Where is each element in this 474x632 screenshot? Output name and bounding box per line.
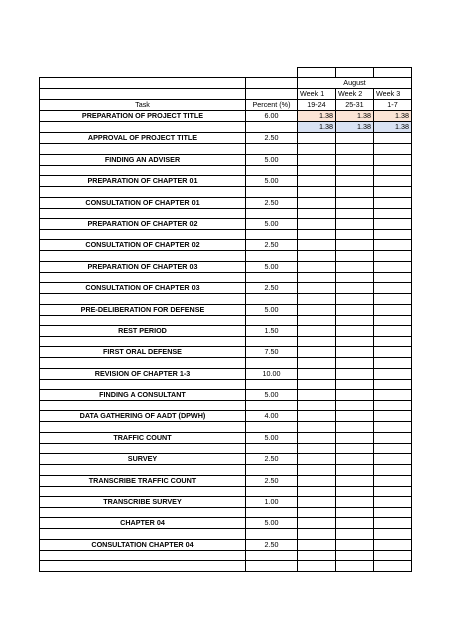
empty-cell[interactable]	[246, 122, 298, 133]
week-3-planned-cell[interactable]	[374, 518, 412, 529]
task-percent-cell[interactable]: 5.00	[246, 261, 298, 272]
header-cell[interactable]	[336, 68, 374, 78]
week-3-actual-cell[interactable]	[374, 272, 412, 282]
week-1-planned-cell[interactable]	[298, 283, 336, 294]
empty-cell[interactable]	[40, 465, 246, 475]
week-3-actual-cell[interactable]	[374, 401, 412, 411]
week-2-actual-cell[interactable]	[336, 401, 374, 411]
week-1-actual-cell[interactable]	[298, 272, 336, 282]
header-cell[interactable]	[40, 89, 246, 100]
task-row	[40, 411, 412, 422]
task-row	[40, 432, 412, 443]
week-1-actual-cell[interactable]	[298, 401, 336, 411]
task-name-cell[interactable]: CONSULTATION OF CHAPTER 03	[40, 283, 246, 294]
empty-cell[interactable]	[246, 336, 298, 346]
task-detail-row	[40, 229, 412, 239]
task-row	[40, 283, 412, 294]
header-cell[interactable]	[298, 68, 336, 78]
week-2-range[interactable]: 25-31	[336, 100, 374, 111]
task-detail-row	[40, 422, 412, 432]
empty-cell[interactable]	[40, 251, 246, 261]
week-2-planned-cell[interactable]	[336, 539, 374, 550]
header-cell[interactable]	[40, 78, 246, 89]
task-name-cell[interactable]: TRANSCRIBE SURVEY	[40, 497, 246, 508]
week-3-actual-cell[interactable]	[374, 294, 412, 304]
empty-cell[interactable]	[246, 208, 298, 218]
week-3-actual-cell[interactable]: 1.38	[374, 122, 412, 133]
week-1-planned-cell[interactable]	[298, 325, 336, 336]
task-row	[40, 240, 412, 251]
week-1-planned-cell[interactable]	[298, 218, 336, 229]
week-1-actual-cell[interactable]	[298, 486, 336, 496]
task-detail-row	[40, 251, 412, 261]
week-1-planned-cell[interactable]	[298, 497, 336, 508]
task-row	[40, 176, 412, 187]
month-header[interactable]: August	[298, 78, 412, 89]
week-1-planned-cell[interactable]	[298, 368, 336, 379]
task-name-cell[interactable]: CONSULTATION OF CHAPTER 01	[40, 197, 246, 208]
week-3-planned-cell[interactable]	[374, 368, 412, 379]
week-2-planned-cell[interactable]	[336, 218, 374, 229]
week-2-header[interactable]: Week 2	[336, 89, 374, 100]
task-percent-cell[interactable]: 5.00	[246, 154, 298, 165]
week-3-actual-cell[interactable]	[374, 336, 412, 346]
empty-cell[interactable]	[40, 358, 246, 368]
blank-row	[40, 561, 412, 571]
task-percent-cell[interactable]: 2.50	[246, 475, 298, 486]
empty-cell[interactable]	[40, 550, 246, 560]
task-name-cell[interactable]: FIRST ORAL DEFENSE	[40, 347, 246, 358]
task-detail-row	[40, 272, 412, 282]
week-3-actual-cell[interactable]	[374, 550, 412, 560]
empty-cell[interactable]	[246, 187, 298, 197]
week-1-actual-cell[interactable]	[298, 422, 336, 432]
week-3-actual-cell[interactable]	[374, 422, 412, 432]
empty-cell[interactable]	[40, 208, 246, 218]
week-2-actual-cell[interactable]: 1.38	[336, 122, 374, 133]
empty-cell[interactable]	[336, 561, 374, 571]
week-2-planned-cell[interactable]	[336, 261, 374, 272]
week-3-planned-cell[interactable]	[374, 133, 412, 144]
week-1-planned-cell[interactable]	[298, 347, 336, 358]
task-percent-cell[interactable]: 5.00	[246, 304, 298, 315]
week-1-actual-cell[interactable]	[298, 144, 336, 154]
header-cell[interactable]	[246, 89, 298, 100]
task-detail-row	[40, 465, 412, 475]
week-1-actual-cell[interactable]	[298, 315, 336, 325]
week-3-actual-cell[interactable]	[374, 315, 412, 325]
week-3-planned-cell[interactable]	[374, 304, 412, 315]
task-column-header[interactable]: Task	[40, 100, 246, 111]
week-1-planned-cell[interactable]	[298, 432, 336, 443]
week-1-planned-cell[interactable]	[298, 390, 336, 401]
week-3-planned-cell[interactable]	[374, 454, 412, 465]
task-name-cell[interactable]: PREPARATION OF CHAPTER 02	[40, 218, 246, 229]
week-3-actual-cell[interactable]	[374, 358, 412, 368]
empty-cell[interactable]	[40, 165, 246, 175]
week-3-actual-cell[interactable]	[374, 508, 412, 518]
task-detail-row	[40, 358, 412, 368]
task-detail-row	[40, 443, 412, 453]
task-name-cell[interactable]: TRANSCRIBE TRAFFIC COUNT	[40, 475, 246, 486]
week-2-planned-cell[interactable]	[336, 304, 374, 315]
empty-cell[interactable]	[246, 529, 298, 539]
percent-column-header[interactable]: Percent (%)	[246, 100, 298, 111]
week-3-planned-cell[interactable]	[374, 218, 412, 229]
header-cell[interactable]	[374, 68, 412, 78]
week-3-planned-cell[interactable]	[374, 539, 412, 550]
week-1-planned-cell[interactable]	[298, 539, 336, 550]
week-3-actual-cell[interactable]	[374, 165, 412, 175]
task-percent-cell[interactable]: 5.00	[246, 432, 298, 443]
task-name-cell[interactable]: REVISION OF CHAPTER 1-3	[40, 368, 246, 379]
week-2-actual-cell[interactable]	[336, 422, 374, 432]
empty-cell[interactable]	[246, 508, 298, 518]
empty-cell[interactable]	[40, 144, 246, 154]
week-3-range[interactable]: 1-7	[374, 100, 412, 111]
task-detail-row	[40, 508, 412, 518]
empty-cell[interactable]	[40, 294, 246, 304]
empty-cell[interactable]	[246, 401, 298, 411]
task-percent-cell[interactable]: 7.50	[246, 347, 298, 358]
week-3-actual-cell[interactable]	[374, 443, 412, 453]
empty-cell[interactable]	[40, 422, 246, 432]
task-row	[40, 390, 412, 401]
task-row	[40, 539, 412, 550]
week-1-actual-cell[interactable]	[298, 529, 336, 539]
empty-cell[interactable]	[40, 379, 246, 389]
week-3-planned-cell[interactable]	[374, 176, 412, 187]
task-detail-row	[40, 379, 412, 389]
week-1-planned-cell[interactable]	[298, 240, 336, 251]
empty-cell[interactable]	[40, 508, 246, 518]
week-3-actual-cell[interactable]	[374, 144, 412, 154]
empty-cell[interactable]	[246, 229, 298, 239]
empty-cell[interactable]	[40, 443, 246, 453]
task-detail-row	[40, 122, 412, 133]
empty-cell[interactable]	[246, 465, 298, 475]
week-1-actual-cell[interactable]	[298, 379, 336, 389]
week-1-actual-cell[interactable]	[298, 165, 336, 175]
task-percent-cell[interactable]: 2.50	[246, 283, 298, 294]
task-percent-cell[interactable]: 5.00	[246, 518, 298, 529]
week-3-actual-cell[interactable]	[374, 465, 412, 475]
task-detail-row	[40, 550, 412, 560]
task-percent-cell[interactable]: 2.50	[246, 240, 298, 251]
week-3-actual-cell[interactable]	[374, 229, 412, 239]
task-detail-row	[40, 187, 412, 197]
task-percent-cell[interactable]: 1.50	[246, 325, 298, 336]
task-name-cell[interactable]: PRE-DELIBERATION FOR DEFENSE	[40, 304, 246, 315]
empty-cell[interactable]	[40, 187, 246, 197]
task-row	[40, 154, 412, 165]
week-3-planned-cell[interactable]	[374, 197, 412, 208]
empty-cell[interactable]	[40, 529, 246, 539]
task-name-cell[interactable]: CONSULTATION OF CHAPTER 02	[40, 240, 246, 251]
week-1-header[interactable]: Week 1	[298, 89, 336, 100]
week-2-actual-cell[interactable]	[336, 208, 374, 218]
task-row	[40, 497, 412, 508]
empty-cell[interactable]	[246, 561, 298, 571]
week-3-planned-cell[interactable]	[374, 283, 412, 294]
week-2-planned-cell[interactable]	[336, 325, 374, 336]
task-row	[40, 475, 412, 486]
week-2-actual-cell[interactable]	[336, 144, 374, 154]
empty-cell[interactable]	[246, 358, 298, 368]
week-3-planned-cell[interactable]	[374, 475, 412, 486]
week-2-actual-cell[interactable]	[336, 165, 374, 175]
empty-cell[interactable]	[40, 272, 246, 282]
week-1-planned-cell[interactable]	[298, 133, 336, 144]
task-detail-row	[40, 401, 412, 411]
week-1-actual-cell[interactable]	[298, 550, 336, 560]
task-name-cell[interactable]: FINDING A CONSULTANT	[40, 390, 246, 401]
week-2-actual-cell[interactable]	[336, 229, 374, 239]
week-1-actual-cell[interactable]	[298, 443, 336, 453]
task-name-cell[interactable]: APPROVAL OF PROJECT TITLE	[40, 133, 246, 144]
week-2-planned-cell[interactable]	[336, 390, 374, 401]
empty-cell[interactable]	[246, 422, 298, 432]
week-3-actual-cell[interactable]	[374, 379, 412, 389]
week-2-actual-cell[interactable]	[336, 251, 374, 261]
week-2-planned-cell[interactable]	[336, 176, 374, 187]
week-2-planned-cell[interactable]	[336, 411, 374, 422]
empty-cell[interactable]	[246, 550, 298, 560]
task-name-cell[interactable]: TRAFFIC COUNT	[40, 432, 246, 443]
week-2-actual-cell[interactable]	[336, 336, 374, 346]
week-2-actual-cell[interactable]	[336, 315, 374, 325]
week-3-planned-cell[interactable]: 1.38	[374, 111, 412, 122]
week-2-actual-cell[interactable]	[336, 272, 374, 282]
header-row-blank	[40, 68, 412, 78]
task-name-cell[interactable]: PREPARATION OF PROJECT TITLE	[40, 111, 246, 122]
task-row	[40, 133, 412, 144]
week-1-actual-cell[interactable]	[298, 251, 336, 261]
week-2-actual-cell[interactable]	[336, 294, 374, 304]
week-1-actual-cell[interactable]	[298, 465, 336, 475]
empty-cell[interactable]	[40, 336, 246, 346]
empty-cell[interactable]	[246, 379, 298, 389]
task-detail-row	[40, 336, 412, 346]
week-2-planned-cell[interactable]	[336, 497, 374, 508]
task-row	[40, 197, 412, 208]
task-percent-cell[interactable]: 2.50	[246, 133, 298, 144]
task-row	[40, 261, 412, 272]
task-percent-cell[interactable]: 5.00	[246, 390, 298, 401]
week-1-planned-cell[interactable]	[298, 475, 336, 486]
week-3-planned-cell[interactable]	[374, 347, 412, 358]
week-2-actual-cell[interactable]	[336, 508, 374, 518]
task-percent-cell[interactable]: 2.50	[246, 197, 298, 208]
task-detail-row	[40, 144, 412, 154]
task-detail-row	[40, 529, 412, 539]
week-2-planned-cell[interactable]	[336, 347, 374, 358]
task-row	[40, 454, 412, 465]
task-percent-cell[interactable]: 5.00	[246, 218, 298, 229]
week-3-actual-cell[interactable]	[374, 187, 412, 197]
week-3-planned-cell[interactable]	[374, 432, 412, 443]
week-1-planned-cell[interactable]	[298, 411, 336, 422]
week-1-planned-cell[interactable]	[298, 197, 336, 208]
week-3-planned-cell[interactable]	[374, 390, 412, 401]
week-3-planned-cell[interactable]	[374, 154, 412, 165]
task-detail-row	[40, 486, 412, 496]
task-row	[40, 518, 412, 529]
week-1-actual-cell[interactable]: 1.38	[298, 122, 336, 133]
week-2-planned-cell[interactable]	[336, 133, 374, 144]
header-row-weeks	[40, 89, 412, 100]
week-2-planned-cell[interactable]	[336, 432, 374, 443]
week-2-actual-cell[interactable]	[336, 465, 374, 475]
empty-cell[interactable]	[246, 443, 298, 453]
empty-cell[interactable]	[40, 229, 246, 239]
week-3-header[interactable]: Week 3	[374, 89, 412, 100]
task-name-cell[interactable]: SURVEY	[40, 454, 246, 465]
empty-cell[interactable]	[246, 144, 298, 154]
week-2-planned-cell[interactable]	[336, 283, 374, 294]
week-2-actual-cell[interactable]	[336, 486, 374, 496]
task-detail-row	[40, 315, 412, 325]
task-name-cell[interactable]: REST PERIOD	[40, 325, 246, 336]
task-row	[40, 304, 412, 315]
week-3-actual-cell[interactable]	[374, 529, 412, 539]
week-1-planned-cell[interactable]	[298, 154, 336, 165]
task-percent-cell[interactable]: 2.50	[246, 539, 298, 550]
task-name-cell[interactable]: CONSULTATION CHAPTER 04	[40, 539, 246, 550]
task-row	[40, 111, 412, 122]
empty-cell[interactable]	[40, 122, 246, 133]
week-2-actual-cell[interactable]	[336, 443, 374, 453]
task-name-cell[interactable]: DATA GATHERING OF AADT (DPWH)	[40, 411, 246, 422]
week-1-actual-cell[interactable]	[298, 294, 336, 304]
week-2-actual-cell[interactable]	[336, 358, 374, 368]
header-row-month	[40, 78, 412, 89]
week-1-planned-cell[interactable]	[298, 176, 336, 187]
week-1-planned-cell[interactable]	[298, 518, 336, 529]
week-3-actual-cell[interactable]	[374, 251, 412, 261]
header-cell[interactable]	[246, 78, 298, 89]
corner-cell	[40, 68, 246, 78]
week-1-planned-cell[interactable]	[298, 454, 336, 465]
empty-cell[interactable]	[246, 315, 298, 325]
schedule-table	[39, 67, 412, 572]
empty-cell[interactable]	[246, 294, 298, 304]
week-2-actual-cell[interactable]	[336, 529, 374, 539]
empty-cell[interactable]	[40, 486, 246, 496]
week-2-planned-cell[interactable]	[336, 197, 374, 208]
empty-cell[interactable]	[374, 561, 412, 571]
week-2-actual-cell[interactable]	[336, 379, 374, 389]
task-name-cell[interactable]: PREPARATION OF CHAPTER 03	[40, 261, 246, 272]
week-2-planned-cell[interactable]	[336, 475, 374, 486]
week-1-planned-cell[interactable]	[298, 261, 336, 272]
task-row	[40, 325, 412, 336]
week-3-planned-cell[interactable]	[374, 261, 412, 272]
week-1-actual-cell[interactable]	[298, 187, 336, 197]
task-name-cell[interactable]: CHAPTER 04	[40, 518, 246, 529]
task-percent-cell[interactable]: 6.00	[246, 111, 298, 122]
week-2-planned-cell[interactable]	[336, 154, 374, 165]
week-1-actual-cell[interactable]	[298, 358, 336, 368]
week-2-actual-cell[interactable]	[336, 187, 374, 197]
empty-cell[interactable]	[246, 272, 298, 282]
week-3-planned-cell[interactable]	[374, 325, 412, 336]
empty-cell[interactable]	[246, 486, 298, 496]
week-1-range[interactable]: 19-24	[298, 100, 336, 111]
week-3-actual-cell[interactable]	[374, 208, 412, 218]
week-2-planned-cell[interactable]	[336, 240, 374, 251]
week-1-actual-cell[interactable]	[298, 336, 336, 346]
task-detail-row	[40, 165, 412, 175]
week-1-actual-cell[interactable]	[298, 208, 336, 218]
header-row-columns	[40, 100, 412, 111]
task-percent-cell[interactable]: 10.00	[246, 368, 298, 379]
task-percent-cell[interactable]: 4.00	[246, 411, 298, 422]
week-1-actual-cell[interactable]	[298, 508, 336, 518]
task-detail-row	[40, 294, 412, 304]
empty-cell[interactable]	[40, 561, 246, 571]
task-detail-row	[40, 208, 412, 218]
task-row	[40, 368, 412, 379]
week-2-planned-cell[interactable]	[336, 454, 374, 465]
task-name-cell[interactable]: PREPARATION OF CHAPTER 01	[40, 176, 246, 187]
week-1-planned-cell[interactable]	[298, 304, 336, 315]
week-2-actual-cell[interactable]	[336, 550, 374, 560]
empty-cell[interactable]	[298, 561, 336, 571]
task-name-cell[interactable]: FINDING AN ADVISER	[40, 154, 246, 165]
empty-cell[interactable]	[40, 315, 246, 325]
week-3-actual-cell[interactable]	[374, 486, 412, 496]
week-1-planned-cell[interactable]: 1.38	[298, 111, 336, 122]
task-percent-cell[interactable]: 2.50	[246, 454, 298, 465]
empty-cell[interactable]	[40, 401, 246, 411]
week-2-planned-cell[interactable]	[336, 368, 374, 379]
week-1-actual-cell[interactable]	[298, 229, 336, 239]
week-3-planned-cell[interactable]	[374, 240, 412, 251]
corner-cell	[246, 68, 298, 78]
week-3-planned-cell[interactable]	[374, 411, 412, 422]
empty-cell[interactable]	[246, 165, 298, 175]
task-row	[40, 347, 412, 358]
week-2-planned-cell[interactable]: 1.38	[336, 111, 374, 122]
week-2-planned-cell[interactable]	[336, 518, 374, 529]
empty-cell[interactable]	[246, 251, 298, 261]
week-3-planned-cell[interactable]	[374, 497, 412, 508]
task-percent-cell[interactable]: 5.00	[246, 176, 298, 187]
task-row	[40, 218, 412, 229]
task-percent-cell[interactable]: 1.00	[246, 497, 298, 508]
